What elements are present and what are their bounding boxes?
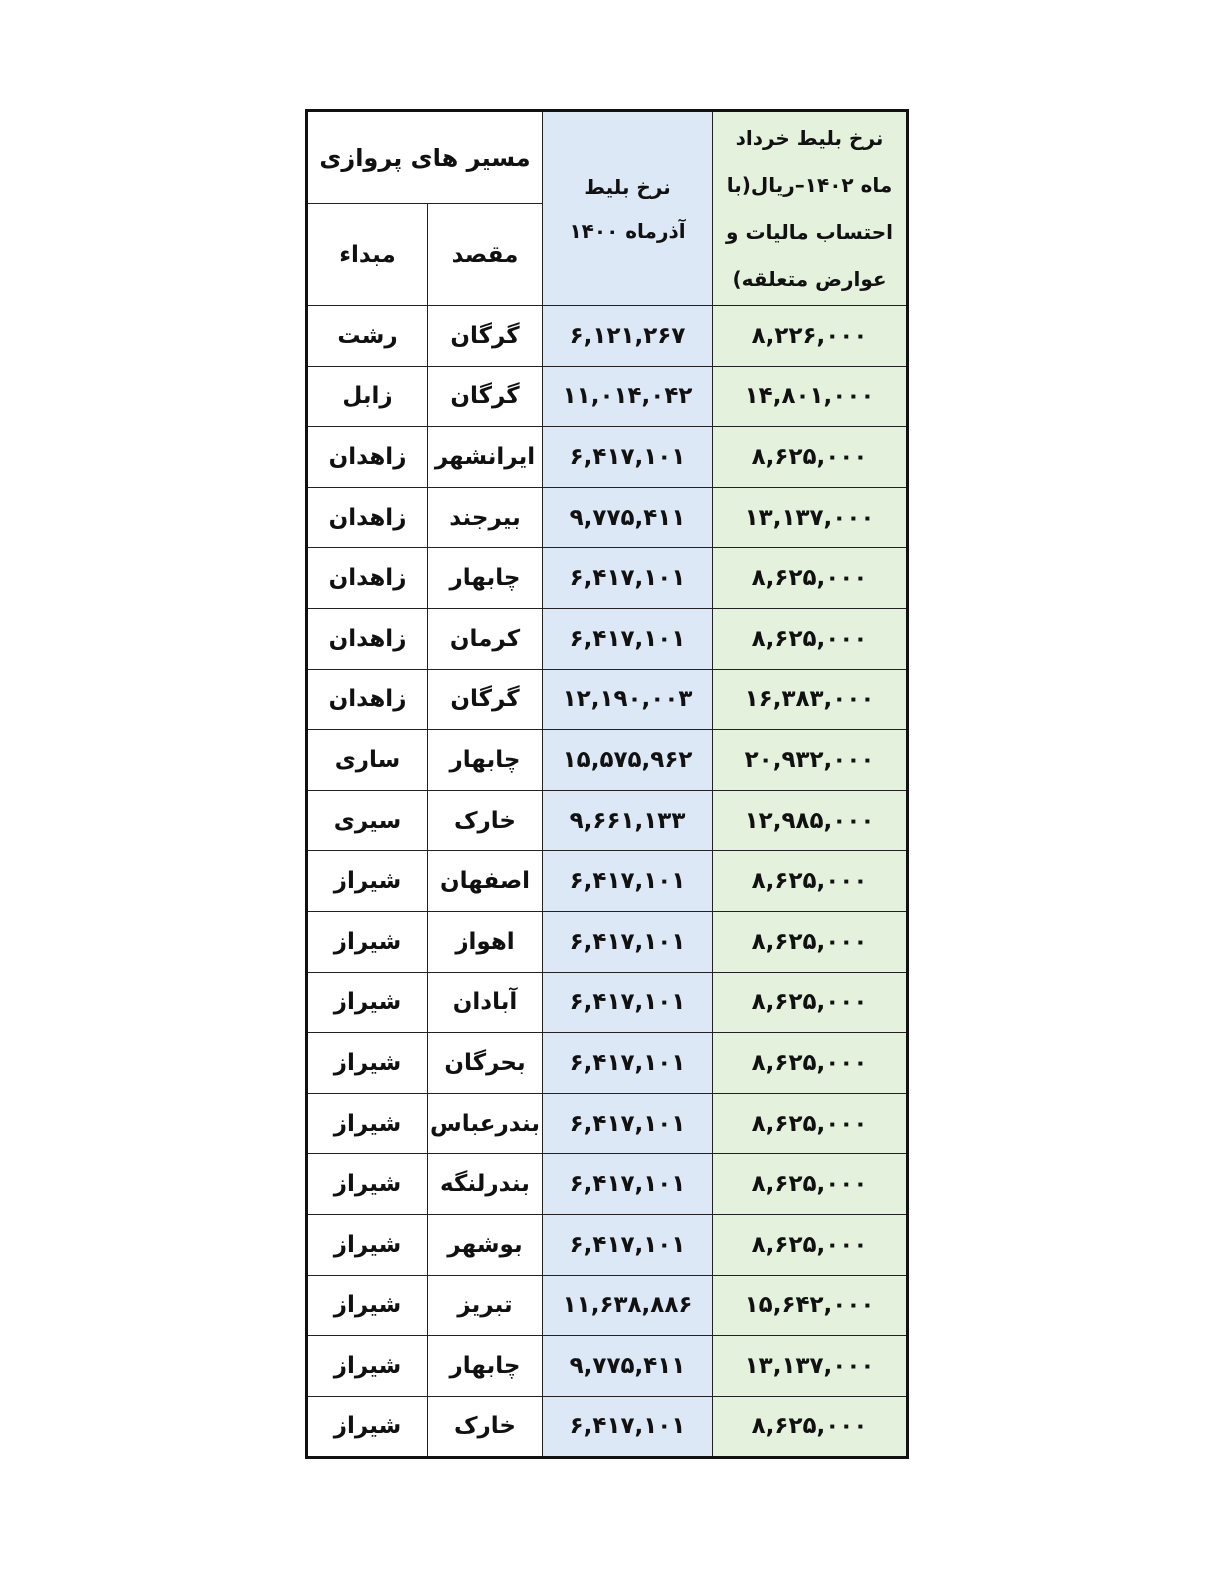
destination-cell: بحرگان (428, 1033, 543, 1094)
origin-cell: شیراز (307, 1033, 428, 1094)
new-fare-cell: ۱۳,۱۳۷,۰۰۰ (713, 1336, 908, 1397)
fare-table (305, 109, 909, 1459)
origin-cell: شیراز (307, 1275, 428, 1336)
origin-cell: شیراز (307, 851, 428, 912)
new-fare-cell: ۱۶,۳۸۳,۰۰۰ (713, 669, 908, 730)
table-row (307, 1093, 908, 1154)
old-fare-cell: ۶,۱۲۱,۲۶۷ (543, 306, 713, 367)
new-fare-cell: ۲۰,۹۳۲,۰۰۰ (713, 730, 908, 791)
destination-cell: چابهار (428, 1336, 543, 1397)
table-row (307, 730, 908, 791)
destination-cell: خارک (428, 1396, 543, 1458)
origin-cell: شیراز (307, 911, 428, 972)
new-fare-cell: ۸,۶۲۵,۰۰۰ (713, 972, 908, 1033)
table-row (307, 911, 908, 972)
old-fare-cell: ۶,۴۱۷,۱۰۱ (543, 1154, 713, 1215)
destination-cell: چابهار (428, 730, 543, 791)
old-fare-cell: ۶,۴۱۷,۱۰۱ (543, 427, 713, 488)
old-fare-cell: ۶,۴۱۷,۱۰۱ (543, 851, 713, 912)
old-fare-cell: ۶,۴۱۷,۱۰۱ (543, 548, 713, 609)
old-fare-cell: ۱۲,۱۹۰,۰۰۳ (543, 669, 713, 730)
new-fare-cell: ۸,۶۲۵,۰۰۰ (713, 1396, 908, 1458)
new-fare-cell: ۱۲,۹۸۵,۰۰۰ (713, 790, 908, 851)
origin-cell: زاهدان (307, 548, 428, 609)
table-row (307, 427, 908, 488)
table-row (307, 1336, 908, 1397)
table-row (307, 1275, 908, 1336)
old-fare-cell: ۱۵,۵۷۵,۹۶۲ (543, 730, 713, 791)
table-row (307, 487, 908, 548)
old-fare-cell: ۶,۴۱۷,۱۰۱ (543, 1033, 713, 1094)
table-row (307, 1214, 908, 1275)
destination-header: مقصد (428, 204, 543, 306)
new-fare-cell: ۸,۶۲۵,۰۰۰ (713, 608, 908, 669)
new-fare-cell: ۸,۶۲۵,۰۰۰ (713, 1214, 908, 1275)
destination-cell: گرگان (428, 306, 543, 367)
flight-routes-header: مسیر های پروازی (307, 111, 543, 204)
new-fare-cell: ۸,۶۲۵,۰۰۰ (713, 1093, 908, 1154)
table-row (307, 790, 908, 851)
table-row (307, 608, 908, 669)
destination-cell: بندرعباس (428, 1093, 543, 1154)
destination-cell: ایرانشهر (428, 427, 543, 488)
origin-cell: شیراز (307, 1214, 428, 1275)
origin-cell: ساری (307, 730, 428, 791)
new-fare-cell: ۸,۶۲۵,۰۰۰ (713, 1154, 908, 1215)
destination-cell: گرگان (428, 366, 543, 427)
destination-cell: اصفهان (428, 851, 543, 912)
new-fare-cell: ۸,۶۲۵,۰۰۰ (713, 427, 908, 488)
destination-cell: بیرجند (428, 487, 543, 548)
destination-cell: کرمان (428, 608, 543, 669)
old-fare-cell: ۶,۴۱۷,۱۰۱ (543, 972, 713, 1033)
table-row (307, 548, 908, 609)
origin-cell: سیری (307, 790, 428, 851)
destination-cell: بوشهر (428, 1214, 543, 1275)
table-row (307, 306, 908, 367)
origin-cell: شیراز (307, 1093, 428, 1154)
old-fare-cell: ۶,۴۱۷,۱۰۱ (543, 608, 713, 669)
new-fare-cell: ۸,۶۲۵,۰۰۰ (713, 1033, 908, 1094)
table-row (307, 366, 908, 427)
table-row (307, 1154, 908, 1215)
origin-header: مبداء (307, 204, 428, 306)
table-row (307, 972, 908, 1033)
destination-cell: چابهار (428, 548, 543, 609)
origin-cell: زاهدان (307, 669, 428, 730)
old-fare-cell: ۶,۴۱۷,۱۰۱ (543, 1093, 713, 1154)
fare-table-body (307, 111, 908, 1458)
origin-cell: شیراز (307, 1396, 428, 1458)
old-fare-cell: ۶,۴۱۷,۱۰۱ (543, 1214, 713, 1275)
new-fare-cell: ۸,۶۲۵,۰۰۰ (713, 548, 908, 609)
old-fare-cell: ۹,۷۷۵,۴۱۱ (543, 1336, 713, 1397)
old-fare-cell: ۶,۴۱۷,۱۰۱ (543, 1396, 713, 1458)
origin-cell: شیراز (307, 1336, 428, 1397)
old-fare-cell: ۱۱,۶۳۸,۸۸۶ (543, 1275, 713, 1336)
table-row (307, 1396, 908, 1458)
new-fare-header: نرخ بلیط خرداد ماه ۱۴۰۲–ریال(با احتساب مالیات و عوارض متعلقه) (713, 111, 908, 306)
new-fare-cell: ۱۵,۶۴۲,۰۰۰ (713, 1275, 908, 1336)
table-row (307, 1033, 908, 1094)
origin-cell: رشت (307, 306, 428, 367)
destination-cell: بندرلنگه (428, 1154, 543, 1215)
table-row (307, 669, 908, 730)
new-fare-cell: ۸,۶۲۵,۰۰۰ (713, 851, 908, 912)
origin-cell: زابل (307, 366, 428, 427)
origin-cell: زاهدان (307, 608, 428, 669)
origin-cell: شیراز (307, 972, 428, 1033)
destination-cell: تبریز (428, 1275, 543, 1336)
header-row-top (307, 111, 908, 204)
table-row (307, 851, 908, 912)
destination-cell: اهواز (428, 911, 543, 972)
destination-cell: آبادان (428, 972, 543, 1033)
old-fare-cell: ۹,۷۷۵,۴۱۱ (543, 487, 713, 548)
destination-cell: خارک (428, 790, 543, 851)
old-fare-cell: ۹,۶۶۱,۱۳۳ (543, 790, 713, 851)
new-fare-cell: ۱۳,۱۳۷,۰۰۰ (713, 487, 908, 548)
new-fare-cell: ۱۴,۸۰۱,۰۰۰ (713, 366, 908, 427)
new-fare-cell: ۸,۲۲۶,۰۰۰ (713, 306, 908, 367)
new-fare-cell: ۸,۶۲۵,۰۰۰ (713, 911, 908, 972)
origin-cell: شیراز (307, 1154, 428, 1215)
old-fare-cell: ۱۱,۰۱۴,۰۴۲ (543, 366, 713, 427)
old-fare-header: نرخ بلیط آذرماه ۱۴۰۰ (543, 111, 713, 306)
origin-cell: زاهدان (307, 487, 428, 548)
old-fare-cell: ۶,۴۱۷,۱۰۱ (543, 911, 713, 972)
destination-cell: گرگان (428, 669, 543, 730)
origin-cell: زاهدان (307, 427, 428, 488)
